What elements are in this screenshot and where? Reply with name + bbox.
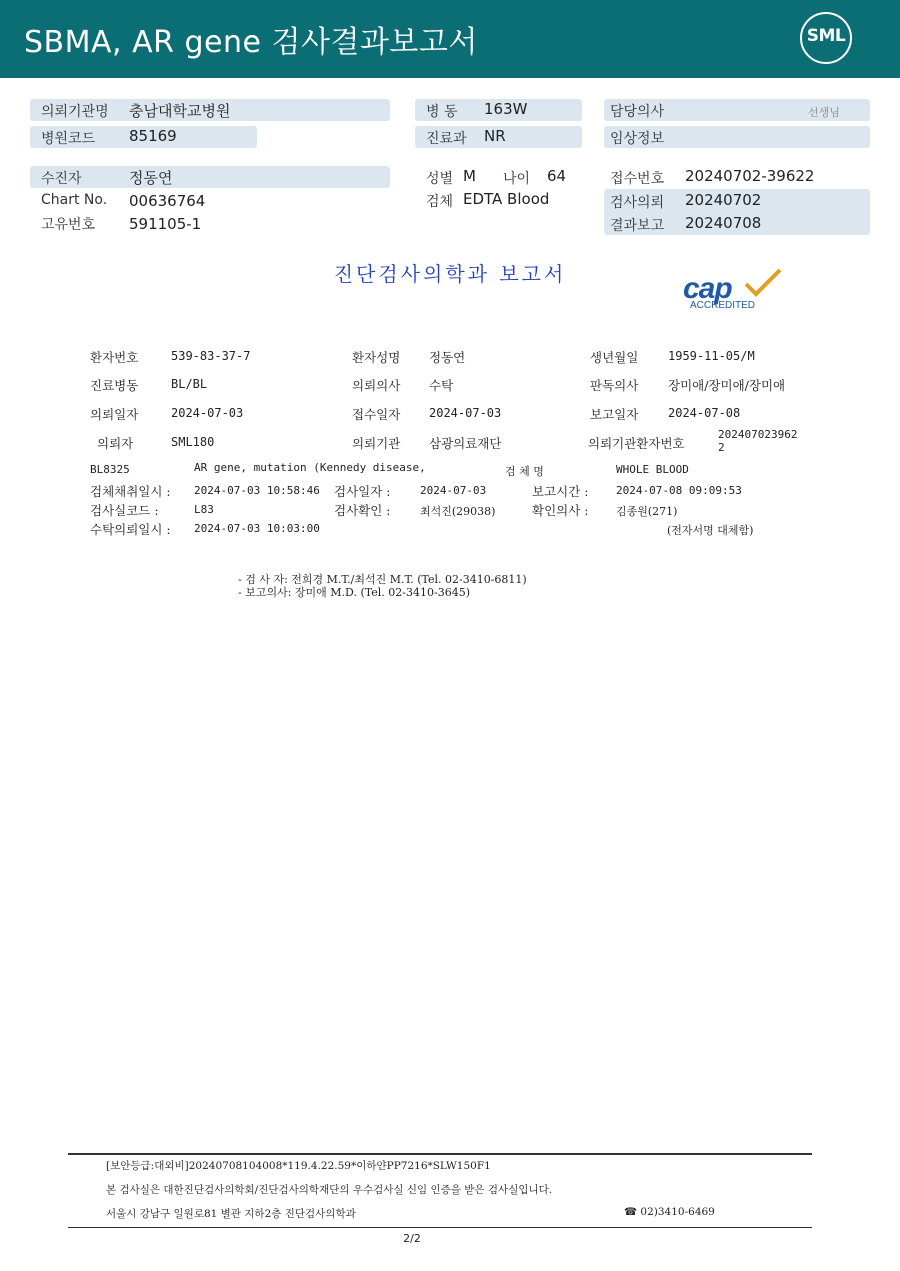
footer-divider-top [68,1153,812,1155]
phone-line: ☎ 02)3410-6469 [624,1206,715,1218]
row4-value1: SML180 [171,435,215,449]
footer-divider-bottom [68,1227,812,1228]
certification-line: 본 검사실은 대한진단검사의학회/진단검사의학재단의 우수검사실 신임 인증을 받은 검사실입니다. [106,1184,553,1196]
result-value: 20240708 [685,214,762,232]
collect-label: 검체채취일시 : [90,484,171,499]
cap-checkmark-icon [742,266,784,298]
specimen-value: EDTA Blood [463,190,550,208]
clinical-label: 임상정보 [610,131,665,147]
row4-label2: 의뢰기관 [352,436,401,451]
dept-label: 진료과 [426,131,467,147]
row1-value1: 539-83-37-7 [171,349,251,363]
examiner-line: - 검 사 자: 전희경 M.T./최석진 M.T. (Tel. 02-3410-6811) [238,573,527,586]
sex-label: 성별 [426,171,454,187]
row3-value1: 2024-07-03 [171,406,244,420]
report-title: 진단검사의학과 보고서 [333,262,567,286]
row4-value3a: 202407023962 [718,428,798,441]
address-line: 서울시 강남구 일원로81 별관 지하2층 진단검사의학과 [106,1208,356,1220]
page-title: SBMA, AR gene 검사결과보고서 [24,25,478,60]
sex-value: M [463,167,476,185]
confirm-doc-value: 김종원(271) [616,505,678,518]
row4-value2: 삼광의료재단 [429,436,502,451]
specimen-name-value: WHOLE BLOOD [616,463,689,476]
row2-value2: 수탁 [429,378,454,393]
exam-date-value: 2024-07-03 [420,484,487,497]
request-value: 20240702 [685,191,762,209]
row3-label3: 보고일자 [590,407,639,422]
row2-value1: BL/BL [171,377,208,391]
e-signature-note: (전자서명 대체함) [667,524,754,537]
test-name: AR gene, mutation (Kennedy disease, [194,461,426,474]
specimen-label: 검체 [426,194,454,210]
chart-label: Chart No. [41,192,108,208]
ward-label: 병 동 [426,104,458,120]
page-number: 2/2 [403,1232,421,1245]
patient-bar [30,166,390,188]
hospital-code-value: 85169 [129,127,177,145]
chart-value: 00636764 [129,192,206,210]
request-label: 검사의뢰 [610,195,665,211]
exam-date-label: 검사일자 : [334,484,391,499]
sml-logo-text: SML [806,26,846,46]
row2-label2: 의뢰의사 [352,378,401,393]
specimen-name-label: 검 체 명 [505,465,544,478]
report-time-label: 보고시간 : [532,484,589,499]
patient-value: 정동연 [129,169,173,187]
institution-value: 충남대학교병원 [129,102,231,120]
accept-value: 2024-07-03 10:03:00 [194,522,320,535]
security-line: [보안등급:대외비]20240708104008*119.4.22.59*이하얀PP7216*SLW150F1 [106,1160,491,1172]
row1-label3: 생년월일 [590,350,639,365]
result-label: 결과보고 [610,218,665,234]
lab-code-value: L83 [194,503,214,516]
row3-value3: 2024-07-08 [668,406,741,420]
report-time-value: 2024-07-08 09:09:53 [616,484,742,497]
row2-label3: 판독의사 [590,378,639,393]
accept-label: 수탁의뢰일시 : [90,522,171,537]
receipt-value: 20240702-39622 [685,167,815,185]
confirm-label: 검사확인 : [334,503,391,518]
ward-value: 163W [484,100,528,118]
cap-accredited: ACCREDITED [690,300,756,311]
hospital-code-label: 병원코드 [41,131,96,147]
row2-label1: 진료병동 [90,378,139,393]
collect-value: 2024-07-03 10:58:46 [194,484,320,497]
cap-logo: cap [683,272,732,305]
row1-label2: 환자성명 [352,350,401,365]
receipt-label: 접수번호 [610,171,665,187]
lab-code-label: 검사실코드 : [90,503,159,518]
confirm-value: 최석진(29038) [420,505,496,518]
doctor-suffix: 선생님 [808,106,840,119]
row4-label3: 의뢰기관환자번호 [588,436,685,451]
institution-label: 의뢰기관명 [41,104,109,120]
patient-label: 수진자 [41,171,82,187]
unique-label: 고유번호 [41,217,96,233]
test-code: BL8325 [90,463,130,476]
doctor-label: 담당의사 [610,104,665,120]
row4-label1: 의뢰자 [97,436,134,451]
row3-label2: 접수일자 [352,407,401,422]
row2-value3: 장미애/장미애/장미애 [668,378,786,393]
unique-value: 591105-1 [129,215,202,233]
reporter-line: - 보고의사: 장미애 M.D. (Tel. 02-3410-3645) [238,586,470,599]
dept-value: NR [484,127,506,145]
confirm-doc-label: 확인의사 : [532,503,589,518]
row1-value3: 1959-11-05/M [668,349,755,363]
age-value: 64 [547,167,567,185]
age-label: 나이 [503,171,531,187]
row1-label1: 환자번호 [90,350,139,365]
row3-value2: 2024-07-03 [429,406,502,420]
row1-value2: 정동연 [429,350,466,365]
row3-label1: 의뢰일자 [90,407,139,422]
row4-value3b: 2 [718,441,725,454]
